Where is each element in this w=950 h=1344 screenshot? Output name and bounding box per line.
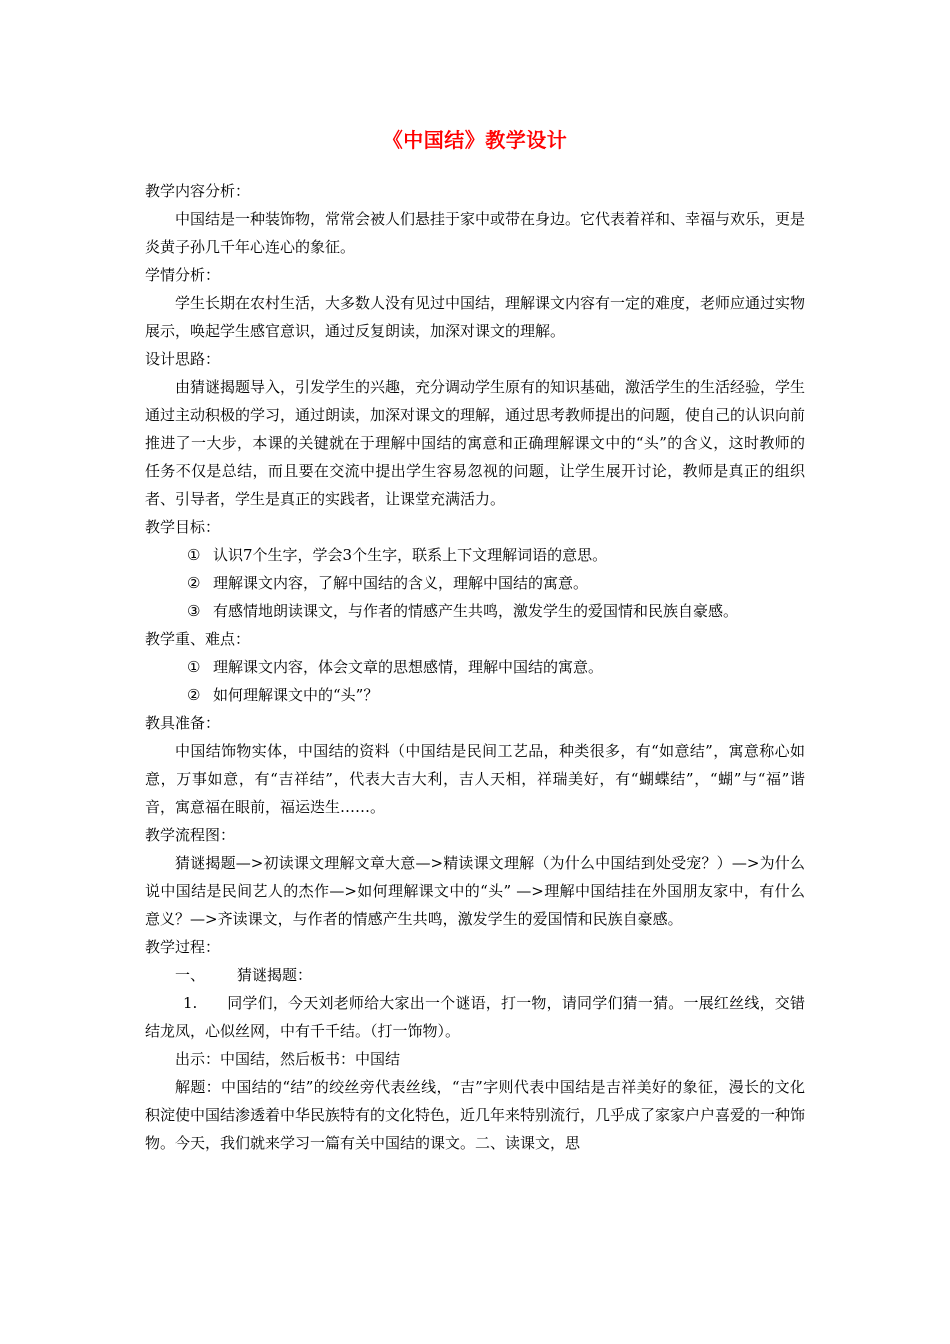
list-item-number: ③: [187, 602, 201, 620]
list-item-number: ②: [187, 686, 201, 704]
list-item-text: 如何理解课文中的“头”？: [213, 686, 379, 704]
document-body: [145, 177, 805, 1157]
document-title: 《中国结》教学设计: [382, 128, 568, 152]
list-item-goal: [145, 541, 805, 569]
process-item-text: 同学们，今天刘老师给大家出一个谜语，打一物，请同学们猜一猜。一展红丝线，交错结龙凤，心似丝网，中有千千结。（打一饰物）。: [145, 994, 805, 1040]
list-item-goal: [145, 597, 805, 625]
list-item-key-point: [145, 681, 805, 709]
paragraph-explain: 解题：中国结的“结”的绞丝旁代表丝线，“吉”字则代表中国结是吉祥美好的象征，漫长的文化积淀使中国结渗透着中华民族特有的文化特色，近几年来特别流行，几乎成了家家户户喜爱的一种饰物。今天，我们就来学习一篇有关中国结的课文。二、读课文，思: [145, 1078, 806, 1152]
paragraph-materials: 中国结饰物实体，中国结的资料（中国结是民间工艺品，种类很多，有“如意结”，寓意称心如意，万事如意，有“吉祥结”，代表大吉大利，吉人天相，祥瑞美好，有“蝴蝶结”，“蝴”与“福”谐音，寓意福在眼前，福运迭生……。: [145, 742, 805, 816]
list-item-goal: [145, 569, 805, 597]
section-heading-content-analysis: 教学内容分析：: [145, 182, 251, 200]
section-heading-process: 教学过程：: [145, 938, 221, 956]
list-item-text: 认识7个生字，学会3个生字，联系上下文理解词语的意思。: [213, 546, 608, 564]
paragraph-design-idea: 由猜谜揭题导入，引发学生的兴趣，充分调动学生原有的知识基础，激活学生的生活经验，学生通过主动积极的学习，通过朗读，加深对课文的理解，通过思考教师提出的问题，使自己的认识向前推进了一大步，本课的关键就在于理解中国结的寓意和正确理解课文中的“头”的含义，这时教师的任务不仅是总结，而且要在交流中提出学生容易忽视的问题，让学生展开讨论，教师是真正的组织者、引导者，学生是真正的实践者，让课堂充满活力。: [145, 378, 806, 508]
section-heading-design-idea: 设计思路：: [145, 350, 221, 368]
section-heading-goals: 教学目标：: [145, 518, 221, 536]
paragraph-student-analysis: 学生长期在农村生活，大多数人没有见过中国结，理解课文内容有一定的难度，老师应通过实物展示，唤起学生感官意识，通过反复朗读，加深对课文的理解。: [145, 294, 806, 340]
section-heading-student-analysis: 学情分析：: [145, 266, 221, 284]
process-step-number: 一、: [175, 966, 206, 984]
section-heading-flow: 教学流程图：: [145, 826, 236, 844]
process-step-title: 猜谜揭题：: [237, 966, 313, 984]
list-item-text: 有感情地朗读课文，与作者的情感产生共鸣，激发学生的爱国情和民族自豪感。: [213, 602, 739, 620]
section-heading-key-points: 教学重、难点：: [145, 630, 251, 648]
section-heading-materials: 教具准备：: [145, 714, 221, 732]
process-item-number: 1.: [183, 994, 198, 1012]
list-item-key-point: [145, 653, 805, 681]
paragraph-content-analysis: 中国结是一种装饰物，常常会被人们悬挂于家中或带在身边。它代表着祥和、幸福与欢乐，更是炎黄子孙几千年心连心的象征。: [145, 210, 806, 256]
process-step-heading: [145, 961, 805, 989]
list-item-number: ①: [187, 546, 201, 564]
list-item-text: 理解课文内容，体会文章的思想感情，理解中国结的寓意。: [213, 658, 604, 676]
process-numbered-item: [145, 989, 805, 1045]
list-item-number: ①: [187, 658, 201, 676]
list-item-number: ②: [187, 574, 201, 592]
paragraph-show: 出示：中国结，然后板书：中国结: [175, 1050, 401, 1068]
paragraph-flow: 猜谜揭题—>初读课文理解文章大意—>精读课文理解（为什么中国结到处受宠？）—>为什么说中国结是民间艺人的杰作—>如何理解课文中的“头” —>理解中国结挂在外国朋友家中，有什么意义？—>齐读课文，与作者的情感产生共鸣，激发学生的爱国情和民族自豪感。: [145, 854, 805, 928]
list-item-text: 理解课文内容，了解中国结的含义，理解中国结的寓意。: [213, 574, 589, 592]
